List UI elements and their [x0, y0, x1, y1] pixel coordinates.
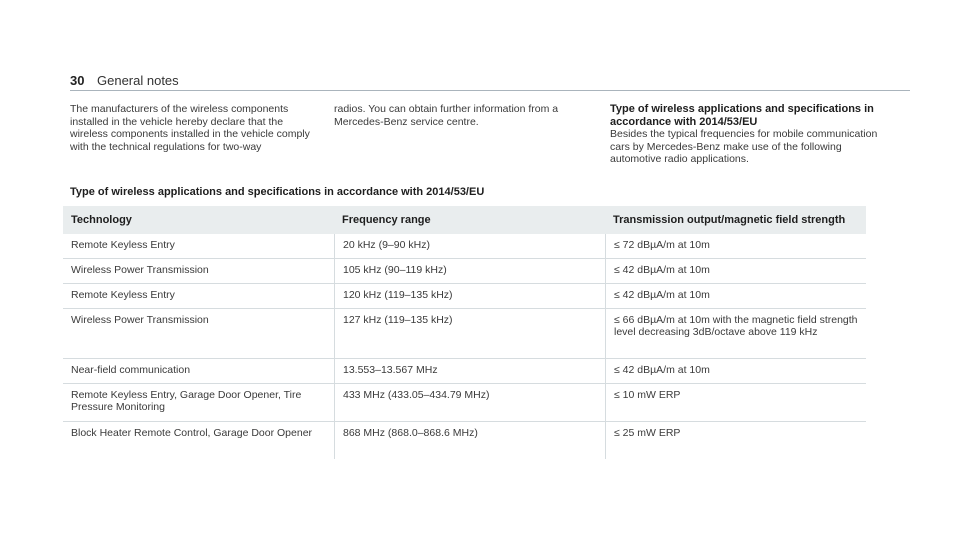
header-output: Transmission output/magnetic field strength — [613, 213, 846, 226]
cell-output: ≤ 25 mW ERP — [605, 422, 866, 459]
cell-technology: Wireless Power Transmission — [71, 314, 209, 326]
cell-frequency: 868 MHz (868.0–868.6 MHz) — [334, 422, 605, 459]
cell-technology: Remote Keyless Entry, Garage Door Opener, Tire Pressure Monitoring — [71, 389, 302, 414]
table-row — [63, 359, 866, 384]
table-row — [63, 384, 866, 422]
cell-frequency: 127 kHz (119–135 kHz) — [334, 309, 605, 358]
table-header-row — [63, 206, 866, 234]
table-row — [63, 234, 866, 259]
cell-frequency: 13.553–13.567 MHz — [334, 359, 605, 383]
cell-output: ≤ 42 dBµA/m at 10m — [605, 259, 866, 283]
cell-frequency: 20 kHz (9–90 kHz) — [334, 234, 605, 258]
table-row — [63, 284, 866, 309]
cell-technology: Wireless Power Transmission — [71, 264, 209, 276]
cell-technology: Near-field communication — [71, 364, 191, 376]
page-number: 30 — [70, 73, 85, 88]
intro-column-2: radios. You can obtain further information from a Mercedes-Benz service centre. — [334, 103, 559, 128]
cell-output: ≤ 72 dBµA/m at 10m — [605, 234, 866, 258]
table-row — [63, 422, 866, 459]
cell-technology: Block Heater Remote Control, Garage Door Opener — [71, 427, 313, 439]
cell-output: ≤ 10 mW ERP — [605, 384, 866, 421]
cell-frequency: 433 MHz (433.05–434.79 MHz) — [334, 384, 605, 421]
cell-frequency: 105 kHz (90–119 kHz) — [334, 259, 605, 283]
header-frequency: Frequency range — [342, 213, 431, 226]
intro-column-3 — [610, 103, 880, 166]
table-row — [63, 259, 866, 284]
table-caption: Type of wireless applications and specifications in accordance with 2014/53/EU — [70, 186, 485, 198]
header-divider — [70, 90, 910, 91]
column-text: Besides the typical frequencies for mobile communication cars by Mercedes-Benz make use of the following automotive radio applications. — [610, 128, 878, 166]
table-body — [63, 234, 866, 459]
table-row — [63, 309, 866, 359]
specifications-table — [63, 206, 866, 459]
cell-output: ≤ 42 dBµA/m at 10m — [605, 359, 866, 383]
cell-technology: Remote Keyless Entry — [71, 289, 175, 301]
cell-frequency: 120 kHz (119–135 kHz) — [334, 284, 605, 308]
cell-output: ≤ 66 dBµA/m at 10m with the magnetic field strength level decreasing 3dB/octave above 119 kHz — [605, 309, 866, 358]
section-title: General notes — [97, 73, 179, 88]
cell-output: ≤ 42 dBµA/m at 10m — [605, 284, 866, 308]
cell-technology: Remote Keyless Entry — [71, 239, 175, 251]
column-heading: Type of wireless applications and specifications in accordance with 2014/53/EU — [610, 103, 874, 128]
intro-column-1: The manufacturers of the wireless components installed in the vehicle hereby declare that the wireless components installed in the vehicle comply with the technical regulations for two-way — [70, 103, 310, 153]
header-technology: Technology — [71, 213, 132, 226]
